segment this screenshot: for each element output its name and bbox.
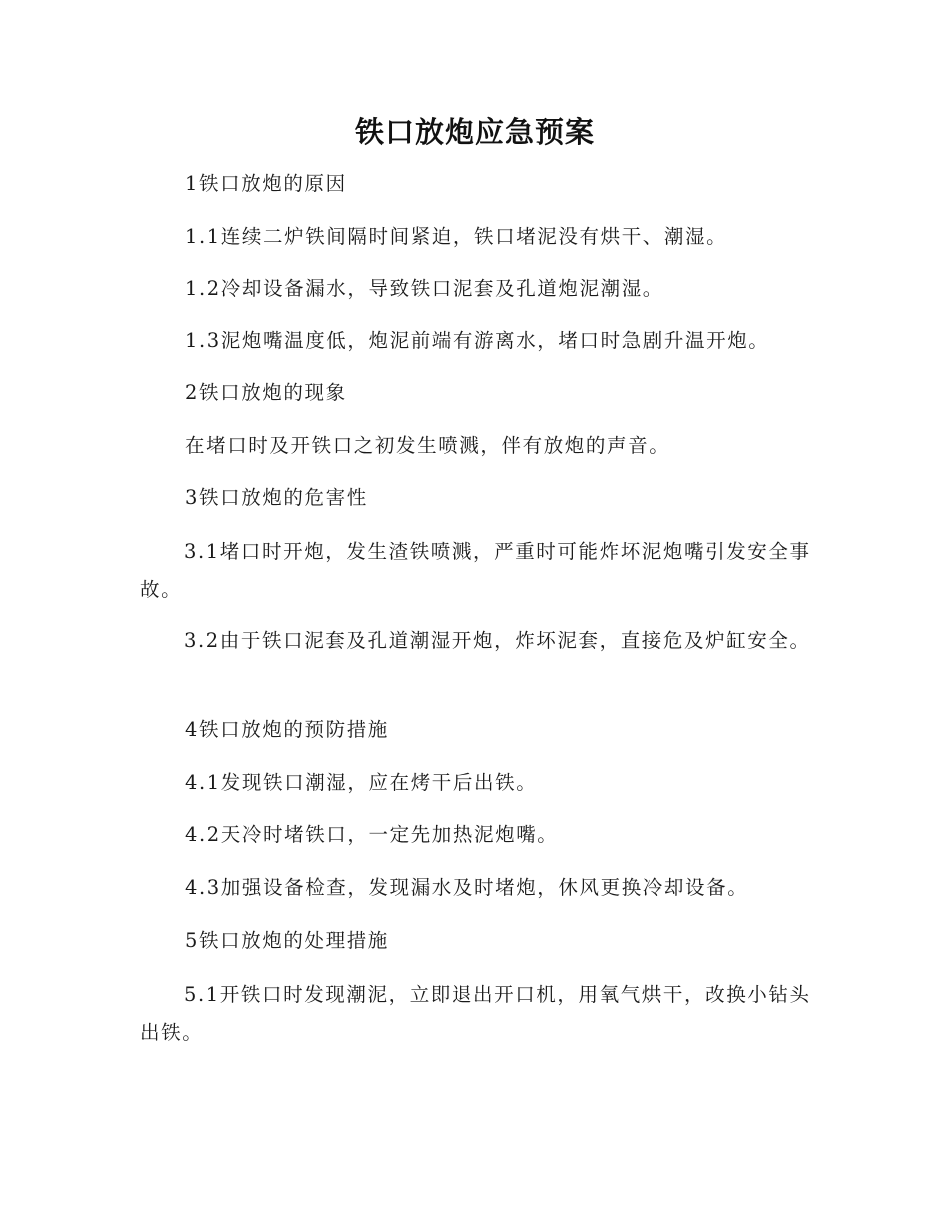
section-4-heading: 4铁口放炮的预防措施	[185, 718, 389, 741]
section-4-2-text: 4.2天冷时堵铁口，一定先加热泥炮嘴。	[185, 823, 559, 846]
section-5-1-text: 5.1开铁口时发现潮泥，立即退出开口机，用氧气烘干，改换小钻头出铁。	[140, 983, 811, 1044]
section-3-heading: 3铁口放炮的危害性	[185, 486, 368, 509]
section-1-heading: 1铁口放炮的原因	[185, 172, 347, 195]
section-2-text: 在堵口时及开铁口之初发生喷溅，伴有放炮的声音。	[185, 434, 671, 457]
section-1-1-text: 1.1连续二炉铁间隔时间紧迫，铁口堵泥没有烘干、潮湿。	[185, 225, 728, 248]
section-2-heading: 2铁口放炮的现象	[185, 381, 347, 404]
section-3-2-text: 3.2由于铁口泥套及孔道潮湿开炮，炸坏泥套，直接危及炉缸安全。	[184, 629, 811, 652]
document-title: 铁口放炮应急预案	[354, 115, 595, 149]
section-4-1-text: 4.1发现铁口潮湿，应在烤干后出铁。	[185, 771, 538, 794]
section-5-heading: 5铁口放炮的处理措施	[185, 929, 389, 952]
section-1-2-text: 1.2冷却设备漏水，导致铁口泥套及孔道炮泥潮湿。	[185, 277, 664, 300]
section-1-3-text: 1.3泥炮嘴温度低，炮泥前端有游离水，堵口时急剧升温开炮。	[185, 329, 770, 352]
section-4-3-text: 4.3加强设备检查，发现漏水及时堵炮，休风更换冷却设备。	[185, 876, 749, 899]
section-3-1-text: 3.1堵口时开炮，发生渣铁喷溅，严重时可能炸坏泥炮嘴引发安全事故。	[140, 540, 811, 601]
